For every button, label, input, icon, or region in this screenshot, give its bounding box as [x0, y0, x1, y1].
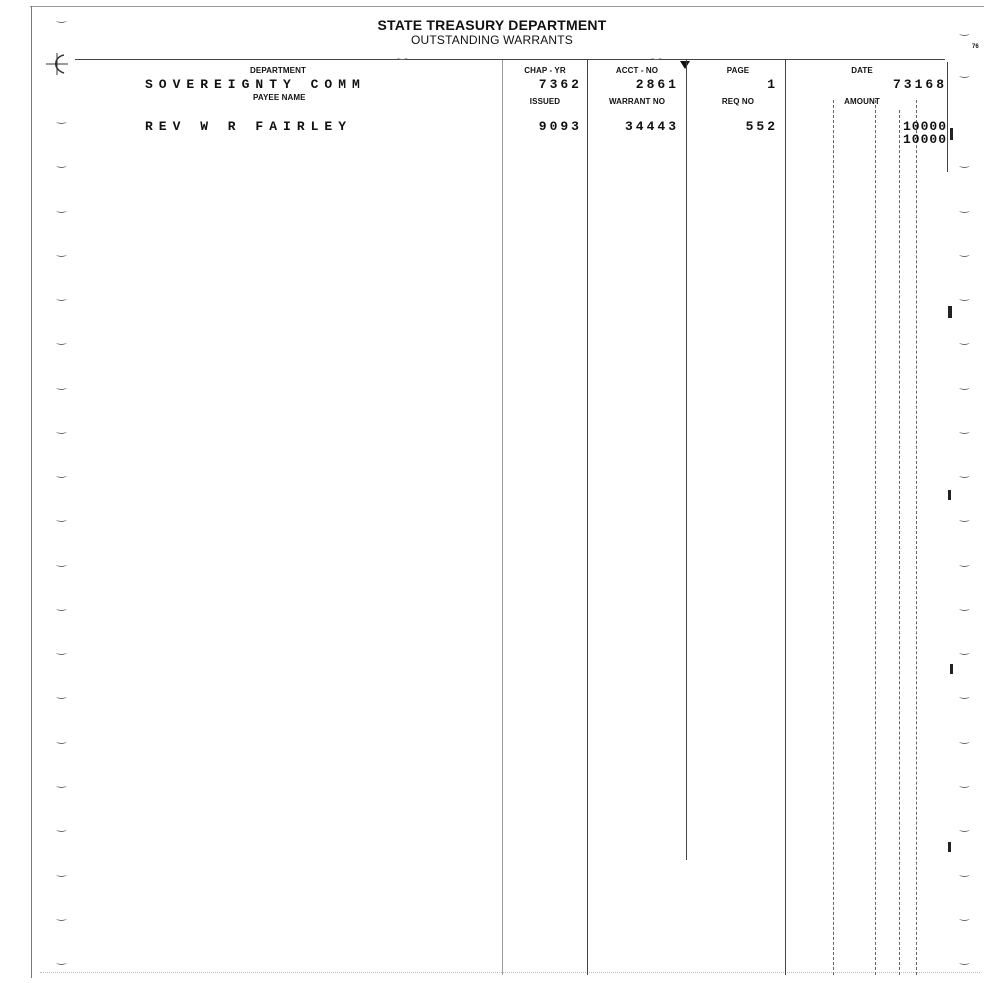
- margin-tick: ‿: [652, 48, 661, 60]
- margin-tick: ‿: [57, 643, 66, 655]
- label-warrant-no: WARRANT NO: [608, 97, 666, 106]
- margin-tick: ‿: [960, 643, 969, 655]
- margin-tick: ‿: [960, 510, 969, 522]
- label-chap-yr: CHAP - YR: [524, 66, 566, 75]
- report-subtitle: OUTSTANDING WARRANTS: [411, 33, 573, 47]
- margin-tick: ‿: [57, 909, 66, 921]
- margin-tick: ‿: [57, 776, 66, 788]
- req-no-value: 552: [745, 119, 778, 134]
- label-payee-name: PAYEE NAME: [253, 93, 306, 102]
- margin-tick: ‿: [960, 555, 969, 567]
- left-margin-rule: [31, 6, 32, 978]
- margin-tick: ‿: [57, 510, 66, 522]
- label-issued: ISSUED: [529, 97, 561, 106]
- scan-mark: [950, 664, 953, 674]
- margin-tick: ‿: [960, 378, 969, 390]
- report-title: STATE TREASURY DEPARTMENT: [377, 17, 607, 33]
- amount-rule-2: [875, 100, 876, 975]
- margin-tick: ‿: [960, 245, 969, 257]
- margin-tick: ‿: [57, 953, 66, 965]
- amount-rule-3: [899, 110, 900, 975]
- margin-tick: ‿: [57, 555, 66, 567]
- amount-rule-4: [916, 100, 917, 975]
- warrant-no-value: 34443: [624, 119, 679, 134]
- scan-mark: [948, 306, 952, 318]
- amount-value: 10000: [902, 119, 947, 134]
- margin-tick: ‿: [960, 422, 969, 434]
- registration-mark-icon: [44, 51, 70, 77]
- margin-tick: ‿: [57, 378, 66, 390]
- scan-mark: [948, 842, 951, 852]
- department-value: SOVEREIGNTY COMM: [145, 77, 366, 92]
- margin-tick: ‿: [960, 66, 969, 78]
- amount-rule-1: [833, 100, 834, 975]
- amount-total: 10000: [902, 132, 947, 147]
- corner-number: 76: [972, 44, 979, 50]
- margin-tick: ‿: [960, 776, 969, 788]
- page-value: 1: [767, 77, 778, 92]
- margin-tick: ‿: [57, 599, 66, 611]
- scan-mark: [948, 490, 951, 500]
- label-req-no: REQ NO: [721, 97, 755, 106]
- bottom-rule: [40, 972, 980, 973]
- margin-tick: ‿: [57, 820, 66, 832]
- column-rule-chap: [502, 60, 503, 975]
- margin-tick: ‿: [960, 201, 969, 213]
- label-acct-no: ACCT - NO: [615, 66, 659, 75]
- scan-mark: [950, 128, 953, 140]
- margin-tick: ‿: [960, 953, 969, 965]
- label-page: PAGE: [726, 66, 750, 75]
- label-amount: AMOUNT: [844, 97, 880, 106]
- margin-tick: ‿: [57, 732, 66, 744]
- form-top-line: [75, 59, 945, 60]
- label-department: DEPARTMENT: [250, 66, 306, 75]
- margin-tick: ‿: [57, 245, 66, 257]
- margin-tick: ‿: [960, 687, 969, 699]
- margin-tick: ‿: [57, 333, 66, 345]
- margin-tick: ‿: [960, 466, 969, 478]
- issued-value: 9093: [538, 119, 582, 134]
- margin-tick: ‿: [57, 156, 66, 168]
- margin-tick: ‿: [57, 466, 66, 478]
- margin-tick: ‿: [960, 599, 969, 611]
- chap-yr-value: 7362: [538, 77, 582, 92]
- margin-tick: ‿: [57, 112, 66, 124]
- form-right-edge: [947, 62, 948, 172]
- margin-tick: ‿: [960, 289, 969, 301]
- margin-tick: ‿: [57, 865, 66, 877]
- margin-tick: ‿: [960, 732, 969, 744]
- margin-tick: ‿: [57, 422, 66, 434]
- date-value: 73168: [892, 77, 947, 92]
- margin-tick: ‿: [57, 11, 66, 23]
- column-rule-acct: [587, 60, 588, 975]
- column-rule-page: [686, 60, 687, 860]
- margin-tick: ‿: [960, 333, 969, 345]
- payee-name-value: REV W R FAIRLEY: [145, 119, 353, 134]
- column-marker-icon: [680, 61, 690, 69]
- margin-tick: ‿: [57, 201, 66, 213]
- margin-tick: ‿: [960, 820, 969, 832]
- column-rule-date: [785, 60, 786, 975]
- margin-tick: ‿: [960, 865, 969, 877]
- margin-tick: ‿: [57, 687, 66, 699]
- margin-tick: ‿: [960, 156, 969, 168]
- label-date: DATE: [851, 66, 873, 75]
- margin-tick: ‿: [960, 24, 969, 36]
- acct-no-value: 2861: [635, 77, 679, 92]
- margin-tick: ‿: [57, 289, 66, 301]
- margin-tick: ‿: [960, 909, 969, 921]
- margin-tick: ‿: [398, 48, 407, 60]
- top-rule: [30, 6, 984, 7]
